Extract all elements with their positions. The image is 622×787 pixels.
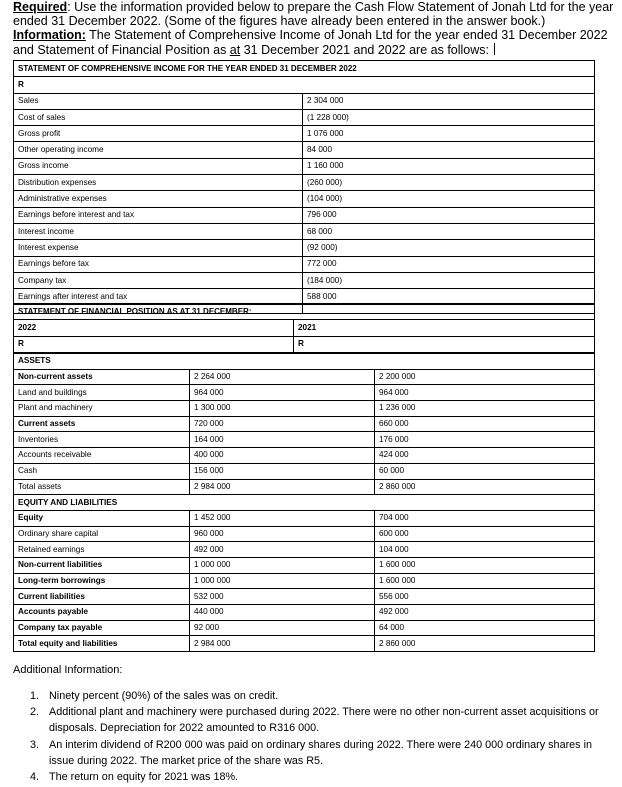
required-text: : Use the information provided below to prepare the Cash Flow Statement of Jonah Ltd for the year ended 31 December 2022. (Some of the figures have already been entered in the answer book.) xyxy=(13,0,614,29)
line-item-label: Interest income xyxy=(14,223,303,239)
value-2022: 492 000 xyxy=(190,542,375,558)
financial-position-year-row xyxy=(14,320,595,336)
financial-position-row xyxy=(14,589,595,605)
financial-position-title-row xyxy=(14,304,595,320)
value-2021: 660 000 xyxy=(375,416,559,432)
value-2021: 964 000 xyxy=(375,385,559,401)
assets-heading: ASSETS xyxy=(14,354,595,370)
line-item-value: 1 076 000 xyxy=(303,126,595,142)
income-statement-row xyxy=(14,142,595,158)
financial-position-row xyxy=(14,542,595,558)
line-item-value: 68 000 xyxy=(303,223,595,239)
financial-position-table xyxy=(13,353,595,652)
line-item-label: Current liabilities xyxy=(14,589,190,605)
income-statement-row xyxy=(14,93,595,109)
value-2021: 600 000 xyxy=(375,526,559,542)
line-item-value: 84 000 xyxy=(303,142,595,158)
value-2022: 1 000 000 xyxy=(190,557,375,573)
line-item-label: Company tax xyxy=(14,272,303,288)
information-paragraph xyxy=(13,28,618,56)
empty-cell xyxy=(559,448,595,464)
line-item-label: Long-term borrowings xyxy=(14,573,190,589)
line-item-label: Earnings after interest and tax xyxy=(14,289,303,305)
line-item-label: Non-current assets xyxy=(14,369,190,385)
line-item-label: Earnings before interest and tax xyxy=(14,207,303,223)
value-2022: 440 000 xyxy=(190,605,375,621)
income-statement-row xyxy=(14,240,595,256)
year-2022-label: 2022 xyxy=(14,320,294,336)
note-item xyxy=(30,704,620,736)
line-item-label: Inventories xyxy=(14,432,190,448)
line-item-label: Non-current liabilities xyxy=(14,557,190,573)
income-statement-row xyxy=(14,272,595,288)
income-statement-currency-row xyxy=(14,77,595,93)
line-item-label: Ordinary share capital xyxy=(14,526,190,542)
equity-heading: EQUITY AND LIABILITIES xyxy=(14,495,595,511)
line-item-value: (184 000) xyxy=(303,272,595,288)
empty-cell xyxy=(559,620,595,636)
value-2022: 964 000 xyxy=(190,385,375,401)
financial-position-row xyxy=(14,526,595,542)
required-paragraph xyxy=(13,0,618,28)
line-item-label: Plant and machinery xyxy=(14,401,190,417)
value-2022: 720 000 xyxy=(190,416,375,432)
value-2021: 492 000 xyxy=(375,605,559,621)
income-statement-title-row xyxy=(14,61,595,77)
value-2021: 64 000 xyxy=(375,620,559,636)
value-2021: 556 000 xyxy=(375,589,559,605)
line-item-label: Equity xyxy=(14,510,190,526)
note-text: The return on equity for 2021 was 18%. xyxy=(49,771,239,784)
value-2022: 2 984 000 xyxy=(190,479,375,495)
financial-position-row xyxy=(14,573,595,589)
information-at: at xyxy=(229,42,241,57)
line-item-label: Accounts receivable xyxy=(14,448,190,464)
financial-position-row xyxy=(14,432,595,448)
currency-2021-label: R xyxy=(294,336,595,352)
financial-position-row xyxy=(14,463,595,479)
financial-position-row xyxy=(14,605,595,621)
value-2022: 532 000 xyxy=(190,589,375,605)
value-2021: 1 236 000 xyxy=(375,401,559,417)
line-item-label: Accounts payable xyxy=(14,605,190,621)
value-2021: 2 200 000 xyxy=(375,369,559,385)
line-item-value: 796 000 xyxy=(303,207,595,223)
financial-position-title: STATEMENT OF FINANCIAL POSITION AS AT 31 DECEMBER: xyxy=(14,304,595,320)
financial-position-row xyxy=(14,557,595,573)
empty-cell xyxy=(559,385,595,401)
note-item xyxy=(30,737,620,769)
value-2022: 2 264 000 xyxy=(190,369,375,385)
value-2021: 704 000 xyxy=(375,510,559,526)
income-statement-row xyxy=(14,223,595,239)
line-item-label: Gross profit xyxy=(14,126,303,142)
empty-cell xyxy=(559,605,595,621)
line-item-label: Interest expense xyxy=(14,240,303,256)
note-number: 2. xyxy=(30,706,40,719)
empty-cell xyxy=(559,463,595,479)
line-item-label: Gross income xyxy=(14,158,303,174)
line-item-label: Cost of sales xyxy=(14,109,303,125)
line-item-value: 1 160 000 xyxy=(303,158,595,174)
line-item-label: Distribution expenses xyxy=(14,175,303,191)
financial-position-row xyxy=(14,369,595,385)
information-text-b: 31 December 2021 and 2022 are as follows: xyxy=(240,42,493,57)
currency-2022-label: R xyxy=(14,336,294,352)
empty-cell xyxy=(559,416,595,432)
empty-cell xyxy=(559,401,595,417)
text-cursor[interactable] xyxy=(494,43,495,55)
equity-heading-row xyxy=(14,495,595,511)
line-item-value: (104 000) xyxy=(303,191,595,207)
empty-cell xyxy=(559,432,595,448)
financial-position-row xyxy=(14,636,595,652)
value-2021: 60 000 xyxy=(375,463,559,479)
note-text: An interim dividend of R200 000 was paid on ordinary shares during 2022. There were 240 000 ordinary shares in issue during 2022. The market price of the share was R5. xyxy=(49,738,592,767)
information-label: Information: xyxy=(13,28,86,43)
additional-information-list xyxy=(30,688,620,785)
value-2022: 1 000 000 xyxy=(190,573,375,589)
value-2021: 2 860 000 xyxy=(375,636,559,652)
income-statement-currency: R xyxy=(14,77,595,93)
instructions xyxy=(13,0,618,57)
information-text-a: The Statement of Comprehensive Income of Jonah Ltd for the year ended 31 December 2022 and Statement of Financial Position as xyxy=(13,28,608,57)
empty-cell xyxy=(559,589,595,605)
income-statement-row xyxy=(14,158,595,174)
note-item xyxy=(30,769,620,785)
line-item-value: (260 000) xyxy=(303,175,595,191)
note-text: Ninety percent (90%) of the sales was on credit. xyxy=(49,690,279,702)
line-item-label: Other operating income xyxy=(14,142,303,158)
value-2022: 400 000 xyxy=(190,448,375,464)
value-2022: 960 000 xyxy=(190,526,375,542)
financial-position-row xyxy=(14,401,595,417)
value-2022: 2 984 000 xyxy=(190,636,375,652)
empty-cell xyxy=(559,542,595,558)
line-item-value: 588 000 xyxy=(303,289,595,305)
financial-position-currency-row xyxy=(14,336,595,352)
financial-position-row xyxy=(14,479,595,495)
line-item-label: Total assets xyxy=(14,479,190,495)
line-item-label: Administrative expenses xyxy=(14,191,303,207)
value-2022: 164 000 xyxy=(190,432,375,448)
value-2022: 1 300 000 xyxy=(190,401,375,417)
line-item-label: Company tax payable xyxy=(14,620,190,636)
value-2021: 1 600 000 xyxy=(375,557,559,573)
value-2022: 156 000 xyxy=(190,463,375,479)
income-statement-title: STATEMENT OF COMPREHENSIVE INCOME FOR THE YEAR ENDED 31 DECEMBER 2022 xyxy=(14,61,595,77)
line-item-label: Retained earnings xyxy=(14,542,190,558)
line-item-label: Current assets xyxy=(14,416,190,432)
note-number: 4. xyxy=(30,771,40,784)
financial-position-row xyxy=(14,416,595,432)
value-2021: 176 000 xyxy=(375,432,559,448)
line-item-value: 772 000 xyxy=(303,256,595,272)
value-2021: 1 600 000 xyxy=(375,573,559,589)
empty-cell xyxy=(559,526,595,542)
financial-position-row xyxy=(14,510,595,526)
note-item xyxy=(30,688,620,704)
income-statement-row xyxy=(14,126,595,142)
empty-cell xyxy=(559,369,595,385)
year-2021-label: 2021 xyxy=(294,320,595,336)
line-item-value: (1 228 000) xyxy=(303,109,595,125)
income-statement-row xyxy=(14,256,595,272)
income-statement-row xyxy=(14,175,595,191)
financial-position-header-table xyxy=(13,303,595,353)
income-statement-table xyxy=(13,60,595,314)
financial-position-row xyxy=(14,385,595,401)
empty-cell xyxy=(559,510,595,526)
note-number: 1. xyxy=(30,690,40,702)
empty-cell xyxy=(559,573,595,589)
value-2021: 2 860 000 xyxy=(375,479,559,495)
line-item-label: Sales xyxy=(14,93,303,109)
value-2021: 104 000 xyxy=(375,542,559,558)
line-item-label: Cash xyxy=(14,463,190,479)
empty-cell xyxy=(559,636,595,652)
required-label: Required xyxy=(13,0,68,14)
value-2022: 1 452 000 xyxy=(190,510,375,526)
line-item-label: Total equity and liabilities xyxy=(14,636,190,652)
financial-position-row xyxy=(14,620,595,636)
line-item-label: Earnings before tax xyxy=(14,256,303,272)
line-item-value: (92 000) xyxy=(303,240,595,256)
financial-position-row xyxy=(14,448,595,464)
income-statement-row xyxy=(14,207,595,223)
value-2022: 92 000 xyxy=(190,620,375,636)
additional-information-heading: Additional Information: xyxy=(13,664,123,676)
empty-cell xyxy=(559,479,595,495)
empty-cell xyxy=(559,557,595,573)
income-statement-row xyxy=(14,191,595,207)
value-2021: 424 000 xyxy=(375,448,559,464)
line-item-label: Land and buildings xyxy=(14,385,190,401)
note-text: Additional plant and machinery were purchased during 2022. There were no other non-current asset acquisitions or disposals. Depreciation for 2022 amounted to R316 000. xyxy=(49,706,599,735)
income-statement-row xyxy=(14,109,595,125)
note-number: 3. xyxy=(30,738,40,751)
line-item-value: 2 304 000 xyxy=(303,93,595,109)
assets-heading-row xyxy=(14,354,595,370)
